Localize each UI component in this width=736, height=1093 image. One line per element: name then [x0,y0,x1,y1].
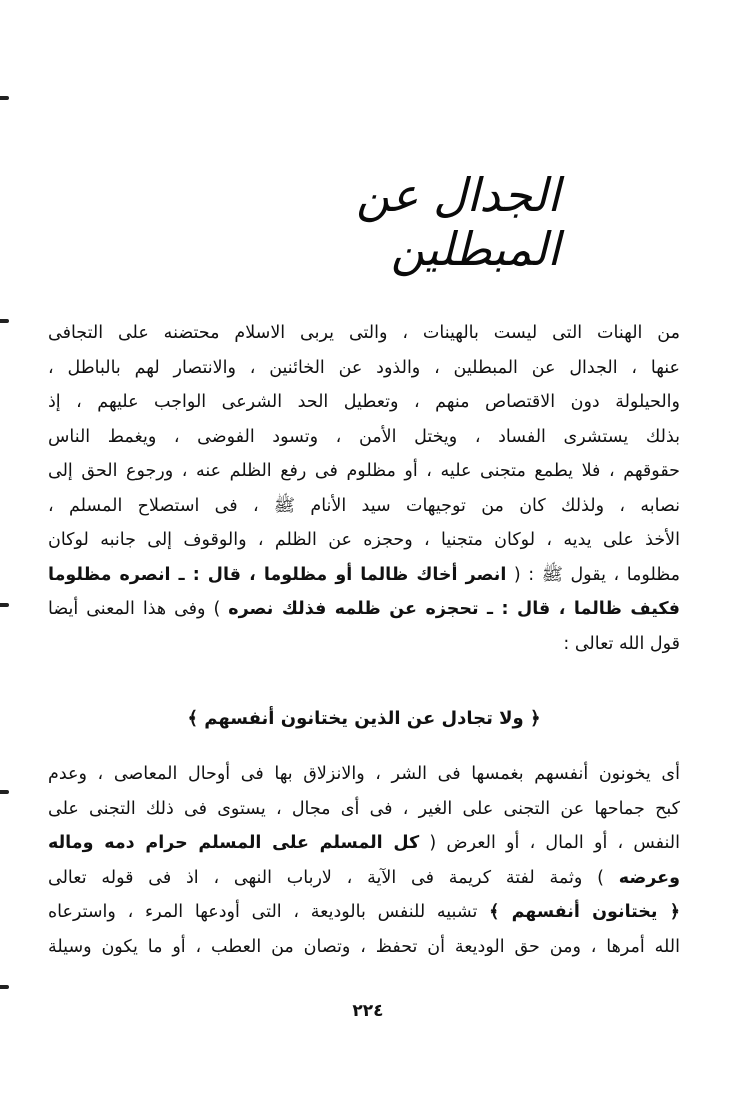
hadith-quote: فكيف ظالما ، قال : ـ تحجزه عن ظلمه فذلك نصره [228,599,680,619]
verse-reference: ﴿ يختانون أنفسهم ﴾ [489,902,680,922]
page-number: ٢٢٤ [352,1001,384,1021]
text-line: من الهنات التى ليست بالهينات ، والتى يربى الاسلام محتضنه على التجافى [48,323,680,343]
page-edge-mark [0,790,9,794]
hadith-intro: مظلوما ، يقول ﷺ : ( [506,564,680,585]
chapter-title: الجدال عن المبطلين [356,168,560,276]
text-line: كبح جماحها عن التجنى على الغير ، فى أى مجال ، يستوى فى ذلك التجنى على [48,798,680,819]
text-line: عنها ، الجدال عن المبطلين ، والذود عن الخائنين ، والانتصار لهم بالباطل ، [48,357,680,378]
text-line: الأخذ على يديه ، لوكان متجنيا ، وحجزه عن الظلم ، والوقوف إلى جانبه لوكان [48,530,680,550]
hadith-quote: انصر أخاك ظالما أو مظلوما ، قال : ـ انصره مظلوما [48,564,507,585]
text-line: نصابه ، ولذلك كان من توجيهات سيد الأنام ﷺ ، فى استصلاح المسلم ، [48,495,680,516]
page-edge-mark [0,985,9,989]
text-line [48,895,680,930]
hadith-after: ) وفى هذا المعنى أيضا [48,599,229,619]
text-line [48,558,680,593]
text-line: بذلك يستشرى الفساد ، ويختل الأمن ، وتسود الفوضى ، ويغمط الناس [48,426,680,447]
text-line: قول الله تعالى : [563,633,680,654]
text-line [48,592,680,627]
text-span: النفس ، أو المال ، أو العرض ( [419,833,680,853]
text-line [48,861,680,896]
page-edge-mark [0,96,9,100]
hadith-quote: وعرضه [618,867,680,888]
page-edge-mark [0,319,9,323]
text-span: ) وثمة لفتة كريمة فى الآية ، لارباب النهى ، اذ فى قوله تعالى [48,867,619,888]
paragraph-1 [48,316,680,661]
text-line: والحيلولة دون الاقتصاص منهم ، وتعطيل الحد الشرعى الواجب عليهم ، إذ [48,392,680,412]
hadith-quote: كل المسلم على المسلم حرام دمه وماله [48,833,420,853]
text-line: حقوقهم ، فلا يطمع متجنى عليه ، أو مظلوم فى رفع الظلم عنه ، ورجوع الحق إلى [48,461,680,481]
text-line [48,826,680,861]
paragraph-2 [48,757,680,964]
text-span: تشبيه للنفس بالوديعة ، التى أودعها المرء ، واسترعاه [48,902,490,922]
page-edge-mark [0,603,9,607]
quran-verse: ﴿ ولا تجادل عن الذين يختانون أنفسهم ﴾ [187,708,541,729]
text-line: أى يخونون أنفسهم بغمسها فى الشر ، والانزلاق بها فى أوحال المعاصى ، وعدم [48,764,680,784]
text-line: الله أمرها ، ومن حق الوديعة أن تحفظ ، وتصان من العطب ، أو ما يكون وسيلة [48,936,680,957]
